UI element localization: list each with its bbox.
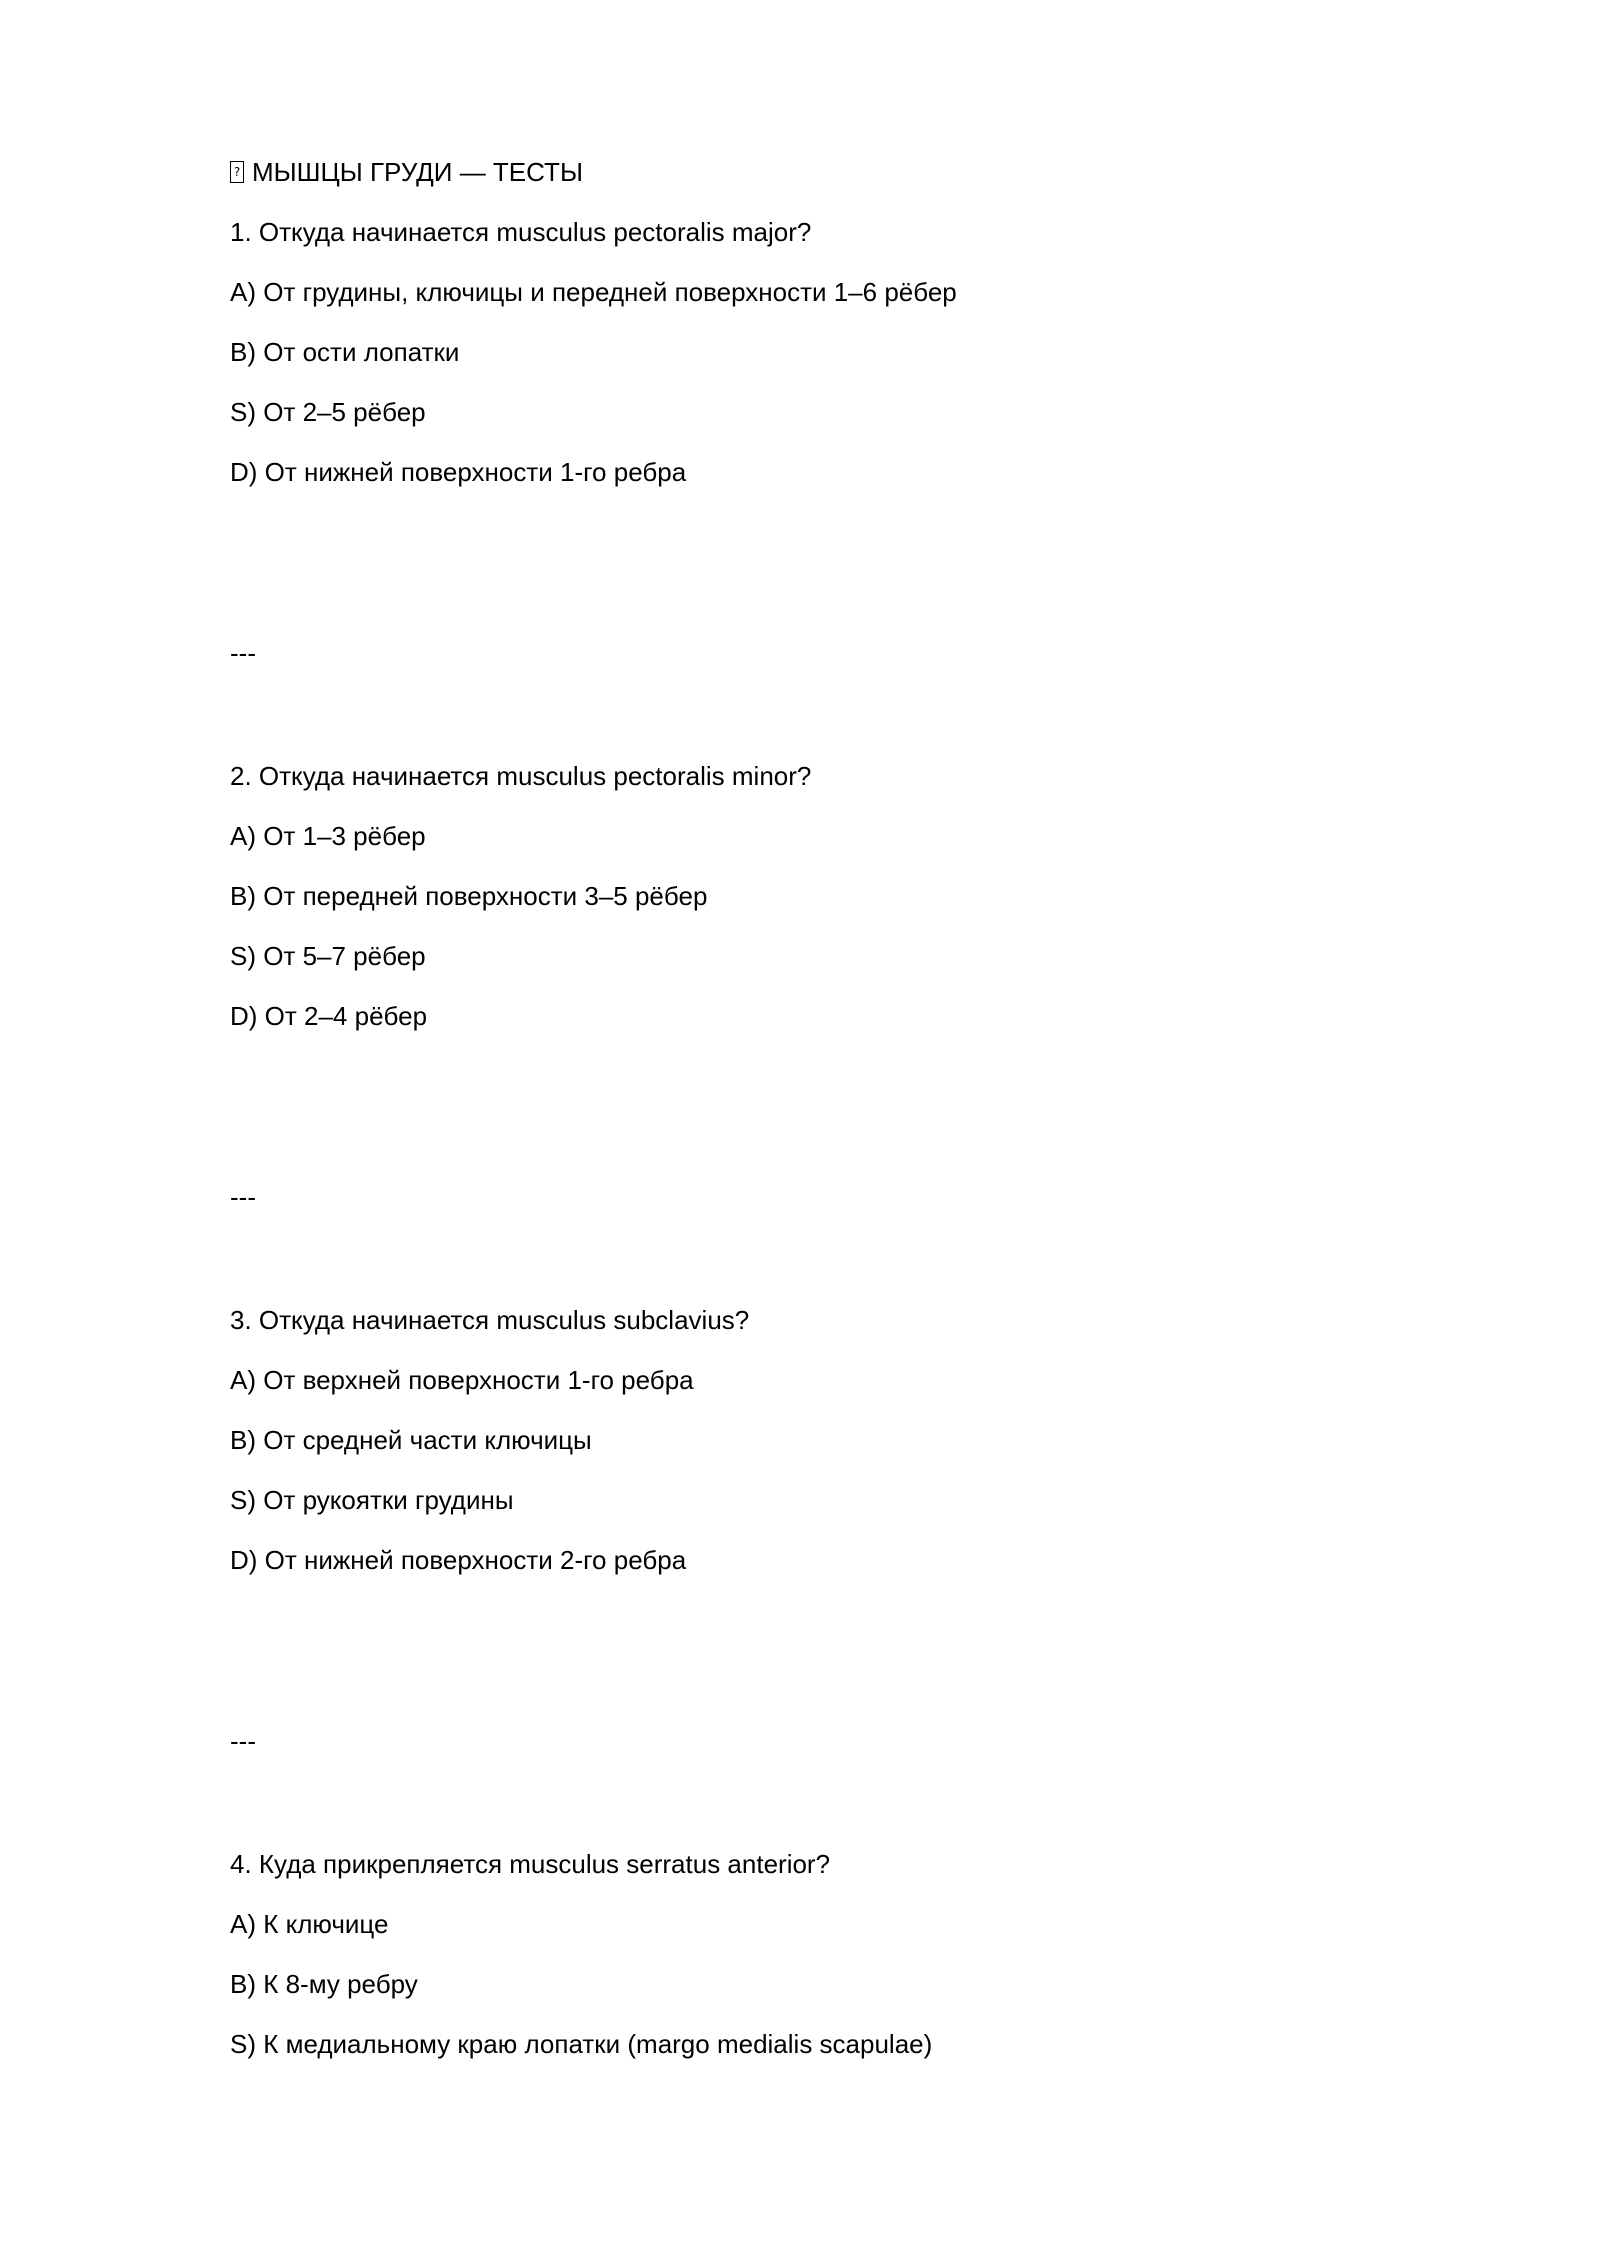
document-title-text: МЫШЦЫ ГРУДИ — ТЕСТЫ [252, 156, 583, 187]
q2-option-b: B) От передней поверхности 3–5 рёбер [230, 881, 708, 911]
q1-option-a: A) От грудины, ключицы и передней поверхности 1–6 рёбер [230, 277, 957, 307]
question-4: 4. Куда прикрепляется musculus serratus anterior? [230, 1849, 831, 1879]
q3-option-s: S) От рукоятки грудины [230, 1485, 514, 1515]
q4-option-a: A) К ключице [230, 1909, 389, 1939]
separator: --- [230, 1182, 256, 1212]
q3-option-b: B) От средней части ключицы [230, 1425, 592, 1455]
q3-option-a: A) От верхней поверхности 1-го ребра [230, 1365, 694, 1395]
separator: --- [230, 638, 256, 668]
separator: --- [230, 1726, 256, 1756]
question-1: 1. Откуда начинается musculus pectoralis major? [230, 217, 812, 247]
q4-option-b: B) К 8-му ребру [230, 1969, 418, 1999]
q4-option-s: S) К медиальному краю лопатки (margo medialis scapulae) [230, 2029, 933, 2059]
q2-option-d: D) От 2–4 рёбер [230, 1001, 428, 1031]
q3-option-d: D) От нижней поверхности 2-го ребра [230, 1545, 687, 1575]
q1-option-s: S) От 2–5 рёбер [230, 397, 426, 427]
missing-glyph-icon [230, 161, 244, 183]
question-3: 3. Откуда начинается musculus subclavius? [230, 1305, 750, 1335]
q1-option-d: D) От нижней поверхности 1-го ребра [230, 457, 687, 487]
q1-option-b: B) От ости лопатки [230, 337, 460, 367]
document-title [230, 157, 583, 187]
q2-option-s: S) От 5–7 рёбер [230, 941, 426, 971]
question-2: 2. Откуда начинается musculus pectoralis minor? [230, 761, 812, 791]
q2-option-a: A) От 1–3 рёбер [230, 821, 426, 851]
